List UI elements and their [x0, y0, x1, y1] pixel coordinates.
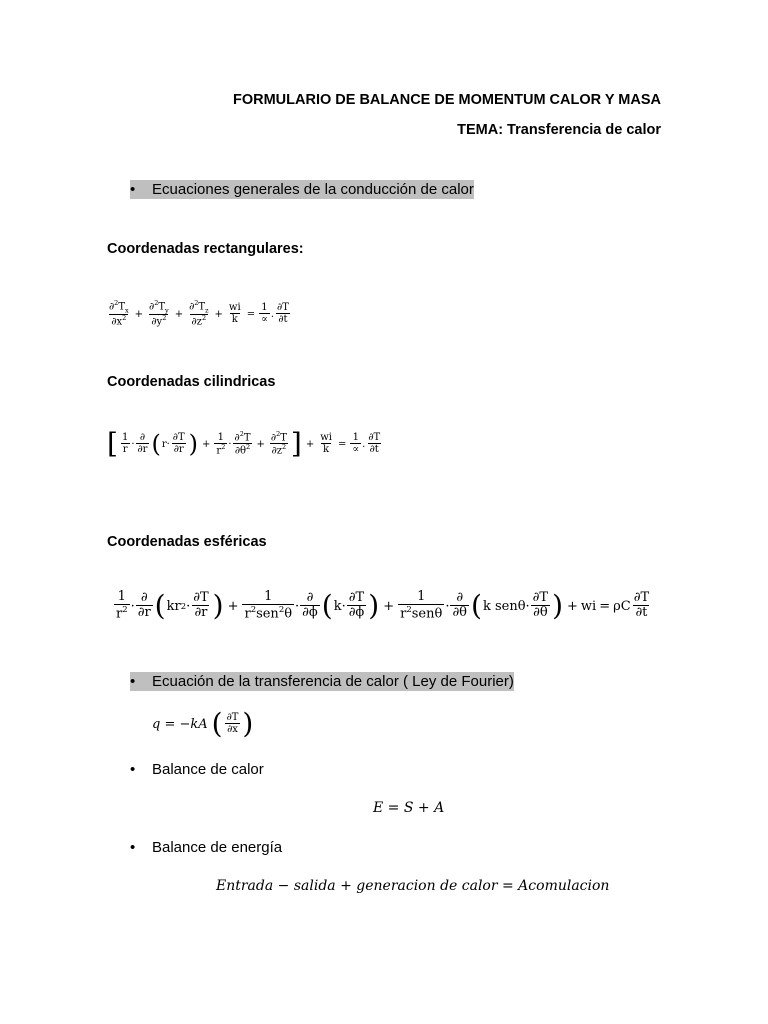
equation-energy-balance: Entrada − salida + generacion de calor = Acomulacion — [216, 878, 610, 894]
bullet-icon: • — [130, 761, 136, 778]
bullet-general-equations — [130, 180, 474, 199]
bullet-text: Balance de energía — [152, 839, 283, 856]
equation-cylindrical: [ $\frac{1}{r}$ · $\frac{\partial}{\partial r}$ ( r· $\frac{\partial T}{\partial r}$ ) + $\frac{1}{r^2}$ · $\frac{\partial^2T}{\partial\theta^2}$ + $\frac{\partial^2T}{\partial z^2}$ ] + $\frac{wi}{k}$ = $\frac{1}{\propto}$ . $\frac{\partial T}{\partial t}$ — [107, 427, 381, 460]
bullet-heat-balance — [130, 761, 264, 778]
bullet-icon: • — [130, 839, 136, 856]
fourier-lhs: q = −kA — [152, 716, 208, 732]
equation-fourier: q = −kA ( $\frac{\partial T}{\partial x}$ ) — [152, 707, 254, 740]
bullet-icon: • — [130, 673, 136, 690]
bullet-text: Ecuación de la transferencia de calor ( Ley de Fourier) — [152, 673, 514, 690]
bullet-text: Balance de calor — [152, 761, 264, 778]
section-spherical: Coordenadas esféricas — [107, 534, 267, 550]
equation-spherical: $\frac{1}{r^2}$ · $\frac{\partial}{\partial r}$ ( kr 2 · $\frac{\partial T}{\partial r}$ ) + $\frac{1}{r^2sen^2\theta}$ · $\frac{\partial}{\partial\phi}$ ( k· $\frac{\partial T}{\partial\phi}$ ) + $\frac{1}{r^2sen\theta}$ · $\frac{\partial}{\partial\theta}$ ( k senθ· $\frac{\partial T}{\partial\theta}$ ) + wi = ρC $\frac{\partial T}{\partial t}$ — [116, 589, 650, 623]
bullet-icon: • — [130, 181, 136, 198]
topic-subtitle: TEMA: Transferencia de calor — [457, 122, 661, 138]
equation-rectangular: $\frac{\partial^2T_x}{\partial x^2}$ + $\frac{\partial^2T_y}{\partial y^2}$ + $\frac{\partial^2T_z}{\partial z^2}$ + $\frac{wi}{k}$ = $\frac{1}{\propto}$ . $\frac{\partial T}{\partial t}$ — [109, 299, 289, 328]
bullet-fourier-law — [130, 672, 514, 691]
document-title: FORMULARIO DE BALANCE DE MOMENTUM CALOR Y MASA — [232, 92, 661, 108]
bullet-energy-balance — [130, 839, 282, 856]
equation-heat-balance: E = S + A — [373, 800, 445, 816]
bullet-text: Ecuaciones generales de la conducción de calor — [152, 181, 474, 198]
section-rectangular: Coordenadas rectangulares: — [107, 241, 304, 257]
section-cylindrical: Coordenadas cilindricas — [107, 374, 276, 390]
